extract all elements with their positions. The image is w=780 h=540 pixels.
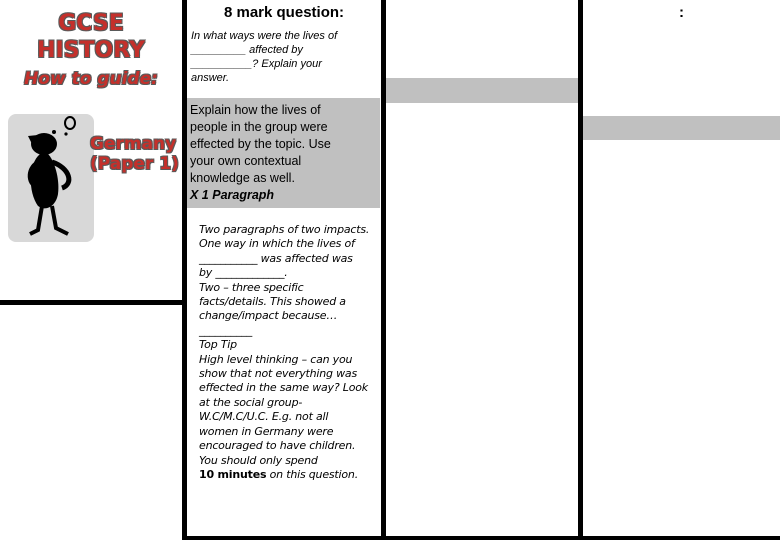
question-heading: 8 mark question:	[223, 4, 345, 21]
paper-label-topic: Germany	[90, 134, 177, 154]
bottom-left-panel	[0, 305, 182, 540]
explain-instructions	[190, 102, 376, 204]
course-title-line1: GCSE	[58, 11, 124, 36]
time-emphasis: 10 minutes	[199, 467, 267, 481]
guidance-body: Two paragraphs of two impacts. One way in which the lives of ___________ was affected was by _____________. Two – three specific facts/details. This showed a change/impact because… __________ Top Tip High level thinking – can you show that not everything was effected in the same way? Look at the social group- W.C/M.C/U.C. E.g. not all women in Germany were encouraged to have children. You should only spend	[199, 223, 370, 467]
course-title	[0, 13, 182, 67]
answer-panel-1-bar	[386, 78, 578, 103]
writing-guidance	[199, 223, 381, 482]
question-prompt: In what ways were the lives of _________ affected by __________? Explain your answer.	[191, 30, 338, 84]
time-suffix: on this question.	[266, 467, 358, 481]
answer-panel-2-bar	[583, 116, 780, 140]
paragraph-count: X 1 Paragraph	[190, 188, 275, 202]
thinking-figure-image	[8, 114, 94, 244]
answer-panel-2	[583, 0, 780, 536]
course-title-line2: HISTORY	[37, 38, 145, 63]
guide-subtitle: How to guide:	[24, 69, 158, 89]
paper-label	[90, 134, 179, 174]
paper-label-number: (Paper 1)	[90, 154, 179, 174]
explain-lead-text: Explain how the lives of people in the group were effected by the topic. Use your own contextual knowledge as well.	[190, 103, 331, 185]
answer-panel-2-colon: :	[679, 4, 684, 21]
